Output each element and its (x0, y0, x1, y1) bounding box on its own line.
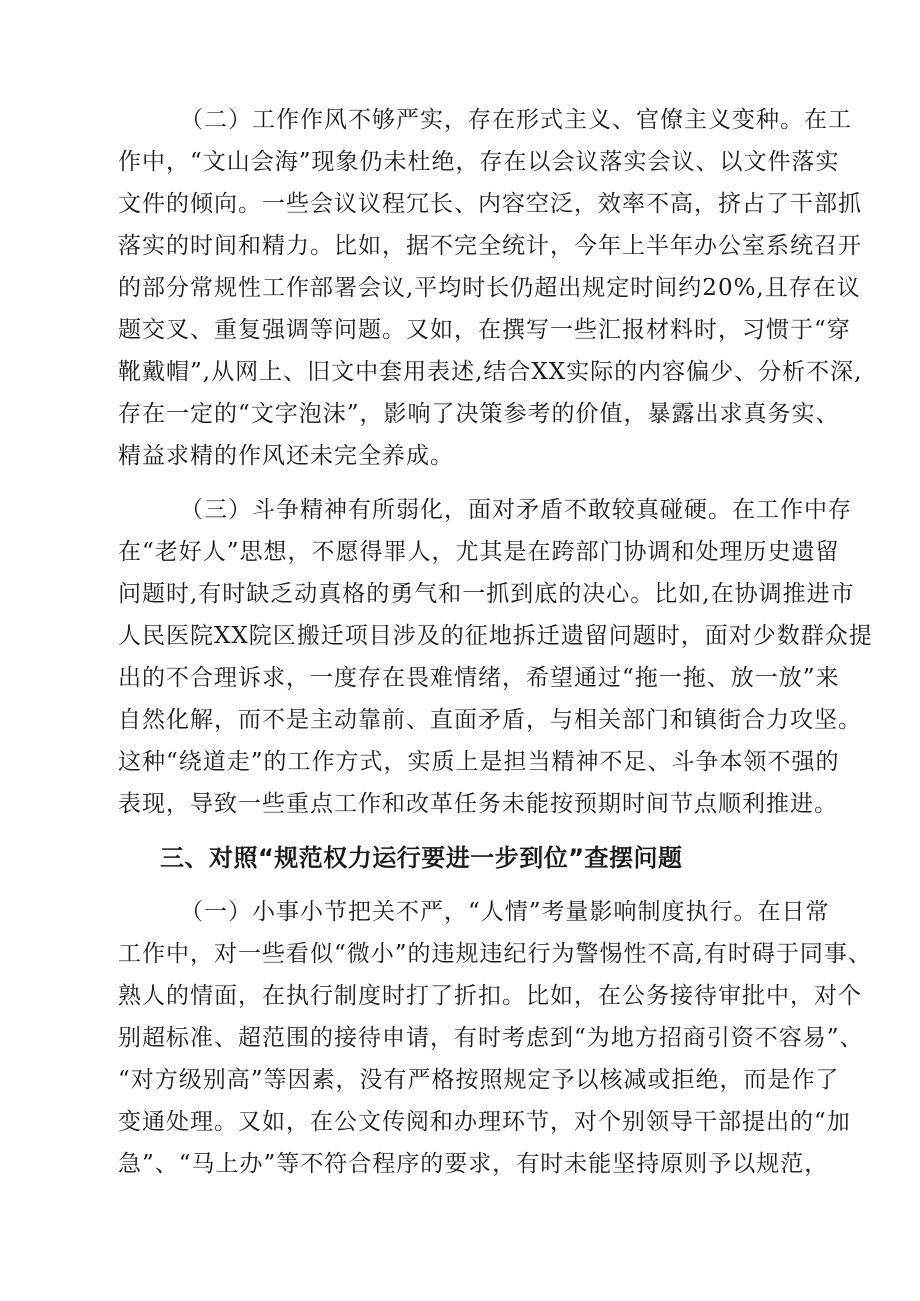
paragraph-4-line-5: “对方级别高”等因素，没有严格按照规定予以核减或拒绝，而是作了 (118, 1067, 840, 1093)
paragraph-2-line-1: （二）工作作风不够严实，存在形式主义、官僚主义变种。在工 (180, 107, 852, 133)
paragraph-3-line-5: 出的不合理诉求，一度存在畏难情绪，希望通过“拖一拖、放一放”来 (118, 665, 840, 691)
paragraph-2-line-5: 的部分常规性工作部署会议,平均时长仍超出规定时间约20%,且存在议 (118, 275, 861, 301)
paragraph-2-line-4: 落实的时间和精力。比如，据不完全统计，今年上半年办公室系统召开 (118, 233, 862, 259)
paragraph-3-line-4: 人民医院XX院区搬迁项目涉及的征地拆迁遗留问题时，面对少数群众提 (118, 623, 873, 649)
paragraph-3-line-3: 问题时,有时缺乏动真格的勇气和一抓到底的决心。比如,在协调推进市 (118, 581, 855, 607)
paragraph-3-line-8: 表现，导致一些重点工作和改革任务未能按预期时间节点顺利推进。 (118, 791, 838, 817)
paragraph-2-line-9: 精益求精的作风还未完全养成。 (118, 443, 454, 469)
paragraph-2-line-2: 作中，“文山会海”现象仍未杜绝，存在以会议落实会议、以文件落实 (118, 149, 840, 175)
paragraph-3-line-6: 自然化解，而不是主动靠前、直面矛盾，与相关部门和镇街合力攻坚。 (118, 707, 862, 733)
paragraph-3-line-1: （三）斗争精神有所弱化，面对矛盾不敢较真碰硬。在工作中存 (180, 497, 852, 523)
section-heading: 三、对照“规范权力运行要进一步到位”查摆问题 (160, 844, 683, 872)
paragraph-2-line-8: 存在一定的“文字泡沫”，影响了决策参考的价值，暴露出求真务实、 (118, 401, 840, 427)
paragraph-4-line-2: 工作中，对一些看似“微小”的违规违纪行为警惕性不高,有时碍于同事、 (118, 941, 872, 967)
paragraph-4-line-3: 熟人的情面，在执行制度时打了折扣。比如，在公务接待审批中，对个 (118, 983, 862, 1009)
paragraph-2-line-7: 靴戴帽”,从网上、旧文中套用表述,结合XX实际的内容偏少、分析不深, (118, 359, 863, 385)
paragraph-2-line-3: 文件的倾向。一些会议议程冗长、内容空泛，效率不高，挤占了干部抓 (118, 191, 862, 217)
paragraph-4-line-1: （一）小事小节把关不严，“人情”考量影响制度执行。在日常 (180, 899, 830, 925)
paragraph-3-line-2: 在“老好人”思想，不愿得罪人，尤其是在跨部门协调和处理历史遗留 (118, 539, 840, 565)
paragraph-4-line-7: 急”、“马上办”等不符合程序的要求，有时未能坚持原则予以规范， (118, 1151, 829, 1177)
paragraph-4-line-6: 变通处理。又如，在公文传阅和办理环节，对个别领导干部提出的“加 (118, 1109, 851, 1135)
paragraph-3-line-7: 这种“绕道走”的工作方式，实质上是担当精神不足、斗争本领不强的 (118, 749, 840, 775)
paragraph-2-line-6: 题交叉、重复强调等问题。又如，在撰写一些汇报材料时，习惯于“穿 (118, 317, 851, 343)
paragraph-4-line-4: 别超标准、超范围的接待申请，有时考虑到“为地方招商引资不容易”、 (118, 1025, 864, 1051)
